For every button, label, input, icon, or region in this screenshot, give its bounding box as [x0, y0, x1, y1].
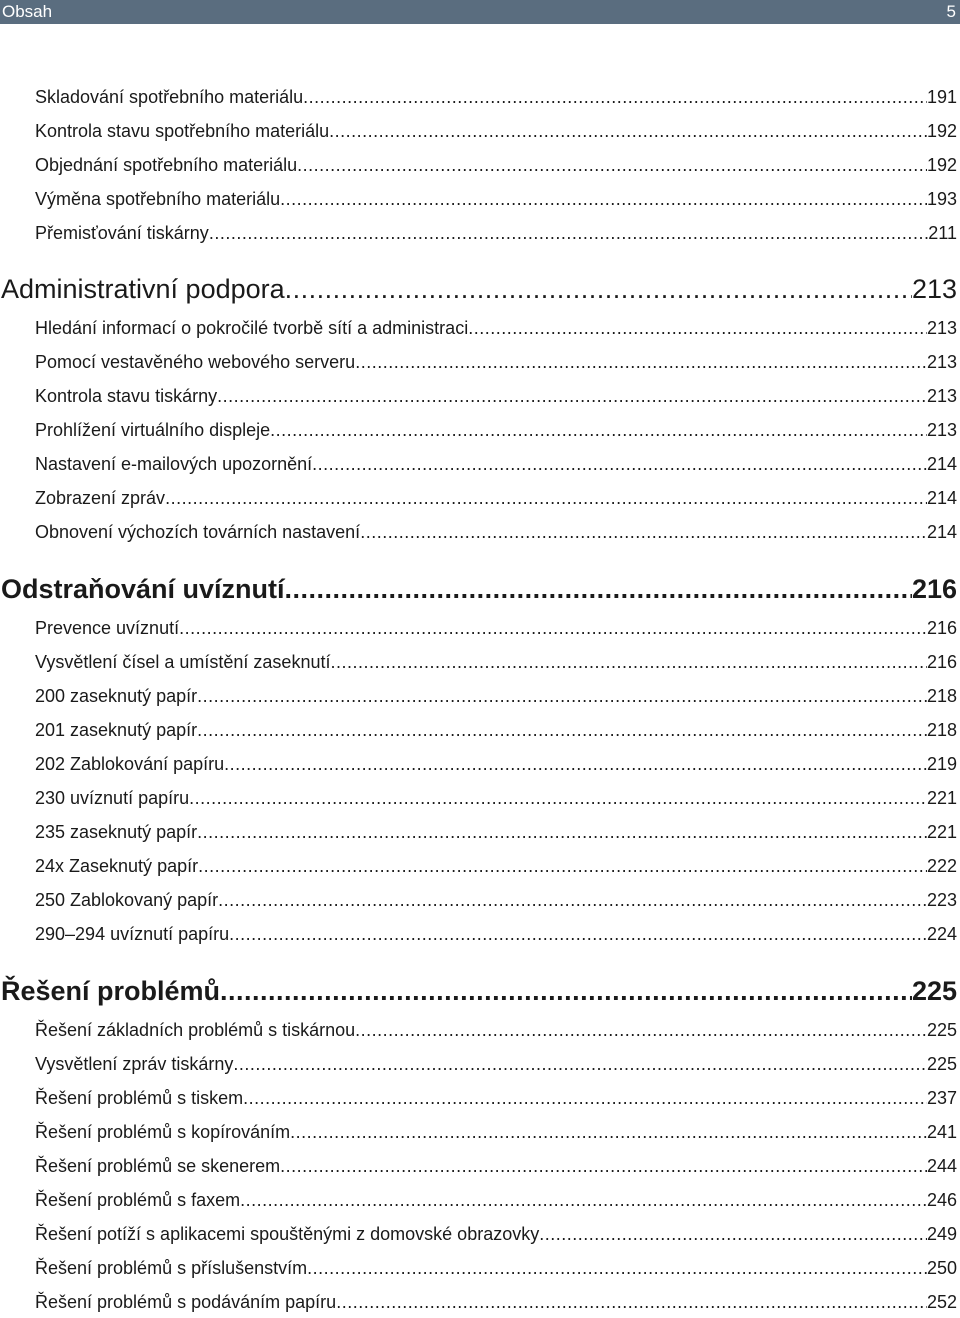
toc-entry-page: 222 — [926, 856, 957, 876]
toc-entry-page: 193 — [926, 189, 957, 209]
dot-leader — [329, 118, 927, 144]
dot-leader — [209, 220, 928, 246]
toc-entry-page: 216 — [926, 652, 957, 672]
dot-leader — [197, 683, 927, 709]
dot-leader — [270, 417, 927, 443]
dot-leader — [355, 349, 927, 375]
toc-entry-page: 192 — [926, 121, 957, 141]
toc-entry-page: 244 — [926, 1156, 957, 1176]
toc-entry[interactable] — [35, 819, 957, 845]
toc-entry[interactable] — [35, 921, 957, 947]
toc-section-page: 216 — [911, 574, 957, 604]
toc-entry[interactable] — [35, 1221, 957, 1247]
dot-leader — [360, 519, 927, 545]
toc-entry-page: 250 — [926, 1258, 957, 1278]
dot-leader — [198, 853, 927, 879]
toc-entry[interactable] — [35, 315, 957, 341]
toc-entry-page: 241 — [926, 1122, 957, 1142]
toc-entry-page: 249 — [926, 1224, 957, 1244]
toc-entry[interactable] — [35, 349, 957, 375]
toc-entry-title: Řešení problémů s příslušenstvím — [35, 1258, 308, 1278]
toc-entry[interactable] — [35, 785, 957, 811]
toc-entry[interactable] — [35, 186, 957, 212]
dot-leader — [240, 1187, 927, 1213]
toc-entry-title: 290–294 uvíznutí papíru — [35, 924, 230, 944]
toc-entry[interactable] — [35, 118, 957, 144]
dot-leader — [336, 1289, 927, 1315]
toc-entry[interactable] — [35, 1153, 957, 1179]
toc-entry-page: 221 — [926, 788, 957, 808]
toc-entry-title: Vysvětlení zpráv tiskárny — [35, 1054, 234, 1074]
toc-section-title: Administrativní podpora — [1, 274, 285, 304]
toc-entry[interactable] — [35, 519, 957, 545]
dot-leader — [189, 785, 927, 811]
toc-entry-title: Prohlížení virtuálního displeje — [35, 420, 271, 440]
toc-entry-title: 24x Zaseknutý papír — [35, 856, 199, 876]
toc-entry-title: Hledání informací o pokročilé tvorbě sítí a administraci — [35, 318, 469, 338]
dot-leader — [312, 451, 927, 477]
dot-leader — [224, 751, 927, 777]
toc-section[interactable] — [1, 572, 957, 606]
toc-entry-page: 213 — [926, 420, 957, 440]
toc-entry[interactable] — [35, 152, 957, 178]
toc-entry[interactable] — [35, 1187, 957, 1213]
dot-leader — [229, 921, 927, 947]
toc-entry-title: 201 zaseknutý papír — [35, 720, 198, 740]
toc-entry-page: 218 — [926, 686, 957, 706]
toc-entry[interactable] — [35, 1051, 957, 1077]
toc-entry-title: 202 Zablokování papíru — [35, 754, 225, 774]
toc-entry[interactable] — [35, 84, 957, 110]
toc-entry-title: Prevence uvíznutí — [35, 618, 180, 638]
toc-entry-page: 214 — [926, 522, 957, 542]
dot-leader — [220, 974, 912, 1008]
toc-entry[interactable] — [35, 683, 957, 709]
dot-leader — [285, 572, 912, 606]
toc-entry-page: 191 — [926, 87, 957, 107]
dot-leader — [290, 1119, 927, 1145]
toc-entry[interactable] — [35, 751, 957, 777]
toc-entry[interactable] — [35, 1255, 957, 1281]
toc-entry-title: Řešení problémů s podáváním papíru — [35, 1292, 337, 1312]
toc-entry-title: Kontrola stavu spotřebního materiálu — [35, 121, 330, 141]
toc-entry-page: 214 — [926, 488, 957, 508]
toc-entry[interactable] — [35, 220, 957, 246]
toc-entry-title: Řešení problémů s kopírováním — [35, 1122, 291, 1142]
toc-entry-page: 214 — [926, 454, 957, 474]
toc-entry[interactable] — [35, 485, 957, 511]
dot-leader — [217, 383, 927, 409]
toc-entry-title: Kontrola stavu tiskárny — [35, 386, 218, 406]
toc-entry-title: Zobrazení zpráv — [35, 488, 166, 508]
dot-leader — [197, 819, 927, 845]
toc-entry-title: Pomocí vestavěného webového serveru — [35, 352, 356, 372]
toc-entry-page: 225 — [926, 1054, 957, 1074]
toc-entry-page: 213 — [926, 352, 957, 372]
toc-entry-page: 224 — [926, 924, 957, 944]
toc-entry-page: 211 — [928, 223, 957, 243]
toc-entry-page: 237 — [926, 1088, 957, 1108]
toc-entry-page: 219 — [926, 754, 957, 774]
dot-leader — [330, 649, 926, 675]
toc-entry[interactable] — [35, 649, 957, 675]
toc-entry-title: Řešení problémů s faxem — [35, 1190, 241, 1210]
toc-entry-page: 223 — [926, 890, 957, 910]
toc-entry-title: Řešení problémů s tiskem — [35, 1088, 244, 1108]
toc-entry-page: 225 — [926, 1020, 957, 1040]
toc-section[interactable] — [1, 272, 957, 306]
toc-entry-title: Vysvětlení čísel a umístění zaseknutí — [35, 652, 331, 672]
dot-leader — [197, 717, 927, 743]
toc-entry[interactable] — [35, 1119, 957, 1145]
toc-entry-title: Přemisťování tiskárny — [35, 223, 209, 243]
dot-leader — [165, 485, 927, 511]
toc-entry-title: Řešení základních problémů s tiskárnou — [35, 1020, 356, 1040]
header-title: Obsah — [2, 2, 53, 21]
toc-entry-page: 218 — [926, 720, 957, 740]
toc-entry-title: Objednání spotřebního materiálu — [35, 155, 298, 175]
toc-entry-page: 213 — [926, 386, 957, 406]
toc-entry-title: Řešení problémů se skenerem — [35, 1156, 281, 1176]
toc-entry-page: 252 — [926, 1292, 957, 1312]
dot-leader — [285, 272, 912, 306]
toc-entry[interactable] — [35, 887, 957, 913]
toc-entry-title: Obnovení výchozích továrních nastavení — [35, 522, 361, 542]
dot-leader — [218, 887, 927, 913]
toc-section-page: 213 — [911, 274, 957, 304]
toc-section-page: 225 — [911, 976, 957, 1006]
toc-entry-page: 192 — [926, 155, 957, 175]
dot-leader — [297, 152, 927, 178]
toc-section[interactable] — [1, 974, 957, 1008]
toc-entry-title: Řešení potíží s aplikacemi spouštěnými z domovské obrazovky — [35, 1224, 540, 1244]
dot-leader — [280, 186, 927, 212]
toc-entry[interactable] — [35, 717, 957, 743]
toc-entry[interactable] — [35, 451, 957, 477]
toc-entry[interactable] — [35, 383, 957, 409]
toc-entry-title: Skladování spotřebního materiálu — [35, 87, 304, 107]
toc-entry[interactable] — [35, 1017, 957, 1043]
toc-entry[interactable] — [35, 417, 957, 443]
toc-entry[interactable] — [35, 1289, 957, 1315]
toc-entry[interactable] — [35, 615, 957, 641]
page-header — [0, 0, 960, 24]
toc-entry[interactable] — [35, 1085, 957, 1111]
dot-leader — [243, 1085, 927, 1111]
dot-leader — [307, 1255, 927, 1281]
toc-entry[interactable] — [35, 853, 957, 879]
toc-entry-title: 250 Zablokovaný papír — [35, 890, 219, 910]
toc-section-title: Odstraňování uvíznutí — [1, 574, 285, 604]
dot-leader — [233, 1051, 927, 1077]
toc-entry-title: 230 uvíznutí papíru — [35, 788, 190, 808]
dot-leader — [303, 84, 927, 110]
toc-entry-title: Nastavení e-mailových upozornění — [35, 454, 313, 474]
toc-entry-title: Výměna spotřebního materiálu — [35, 189, 281, 209]
header-page-number: 5 — [946, 2, 956, 21]
dot-leader — [468, 315, 927, 341]
dot-leader — [539, 1221, 927, 1247]
toc-entry-title: 200 zaseknutý papír — [35, 686, 198, 706]
dot-leader — [355, 1017, 927, 1043]
toc-entry-title: 235 zaseknutý papír — [35, 822, 198, 842]
dot-leader — [280, 1153, 927, 1179]
toc-entry-page: 246 — [926, 1190, 957, 1210]
dot-leader — [179, 615, 927, 641]
toc-section-title: Řešení problémů — [1, 976, 221, 1006]
toc-entry-page: 216 — [926, 618, 957, 638]
toc-entry-page: 221 — [926, 822, 957, 842]
toc-entry-page: 213 — [926, 318, 957, 338]
